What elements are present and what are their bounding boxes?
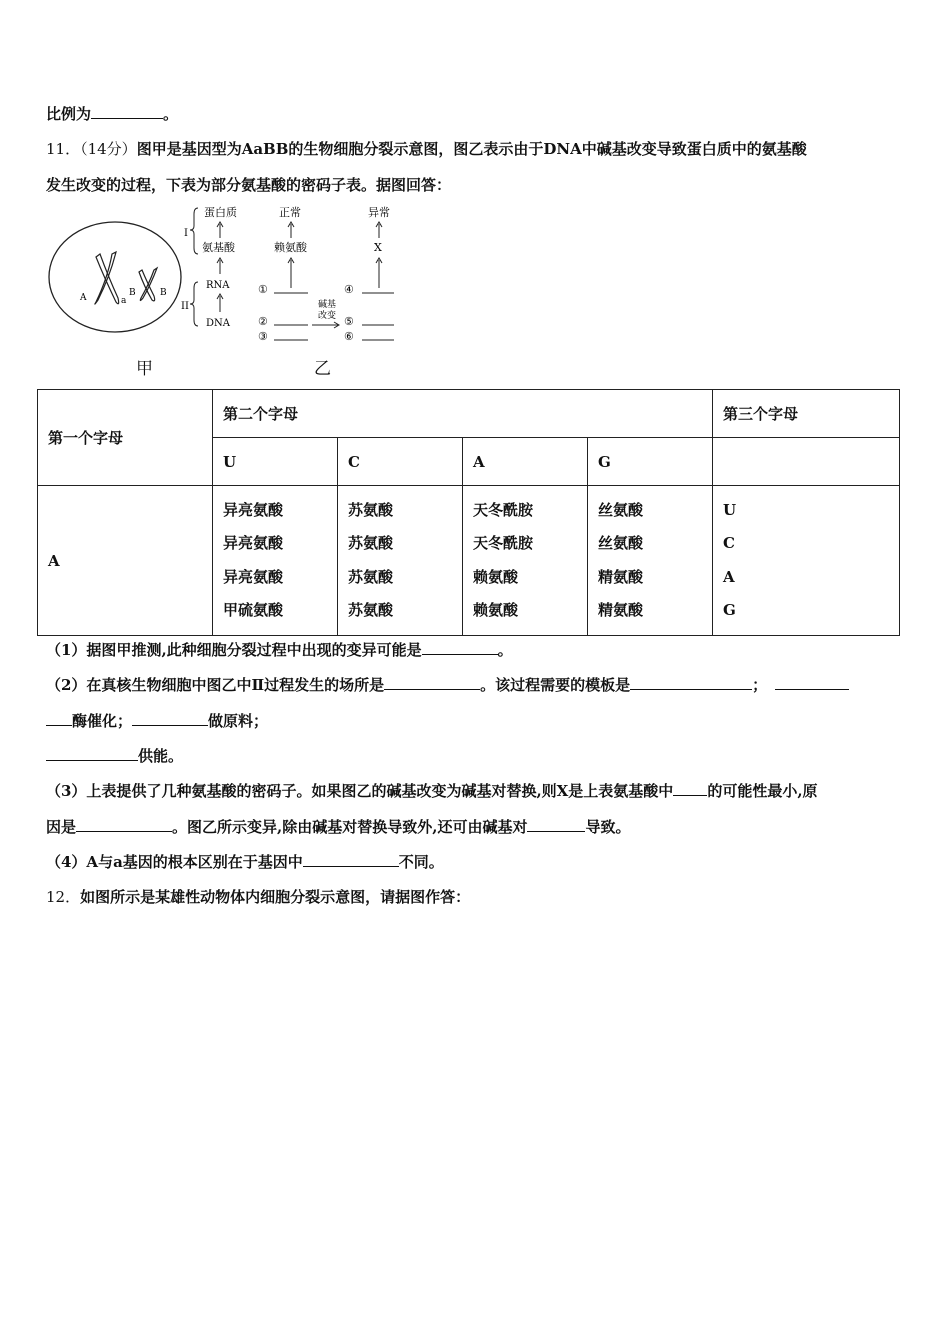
intro-line — [46, 103, 178, 124]
brace-stage2 — [190, 282, 198, 326]
q11-sub2-line3 — [46, 745, 183, 766]
codon-4: ④ — [344, 283, 354, 296]
row-first-letter: A — [38, 486, 213, 636]
q12-number: 12． — [46, 888, 81, 906]
q11-stem-line1 — [46, 138, 807, 159]
second-letter-G: G — [588, 438, 713, 486]
q4-end: 不同。 — [398, 853, 444, 871]
q2-template-text: 。该过程需要的模板是 — [480, 676, 631, 694]
header-third-letter: 第三个字母 — [713, 390, 900, 438]
q11-number: 11． — [46, 140, 81, 158]
amino-acid-cell: 精氨酸 — [598, 567, 644, 586]
q11-sub2-line2 — [46, 710, 268, 731]
codon-3: ③ — [258, 330, 268, 343]
label-base-change-1: 碱基 — [318, 300, 337, 310]
q11-sub4 — [46, 851, 444, 872]
q2-energy-text: 供能。 — [138, 747, 184, 765]
q11-stem-line2: 发生改变的过程，下表为部分氨基酸的密码子表。据图回答： — [46, 176, 452, 194]
q2-text: （2）在真核生物细胞中图乙中Ⅱ过程发生的场所是 — [46, 676, 385, 694]
q2-enzyme-text: 酶催化； — [72, 712, 133, 730]
codon-2: ② — [258, 315, 268, 328]
second-letter-A: A — [463, 438, 588, 486]
q2-material-text: 做原料； — [208, 712, 269, 730]
amino-acid-cell: 苏氨酸 — [348, 601, 394, 619]
column-third-letter — [713, 486, 900, 636]
q3-reason-text: 因是 — [46, 818, 77, 836]
amino-acid-cell: 赖氨酸 — [473, 601, 519, 619]
q2-template-blank[interactable] — [630, 675, 752, 690]
q3-cause-blank[interactable] — [527, 817, 585, 832]
amino-acid-cell: 苏氨酸 — [348, 567, 394, 586]
cell-outline — [49, 222, 181, 332]
amino-acid-cell: 苏氨酸 — [348, 534, 394, 552]
q3-text-2: 的可能性最小,原 — [707, 782, 818, 800]
codon-1: ① — [258, 283, 268, 296]
gene-B2: B — [160, 288, 167, 298]
caption-yi: 乙 — [314, 359, 331, 379]
q2-enzyme-blank-a[interactable] — [775, 675, 849, 690]
q4-text: （4）A与a基因的根本区别在于基因中 — [46, 853, 303, 871]
brace-stage1 — [190, 208, 198, 254]
q11-stem-text1: 图甲是基因型为AaBB的生物细胞分裂示意图，图乙表示由于DNA中碱基改变导致蛋白质中的氨基酸 — [136, 140, 807, 158]
header-first-letter: 第一个字母 — [38, 390, 213, 486]
q3-variation-text: 。图乙所示变异,除由碱基对替换导致外,还可由碱基对 — [172, 818, 528, 836]
codon-table — [37, 389, 900, 636]
q11-score: （14分） — [80, 140, 137, 158]
q4-blank[interactable] — [303, 852, 399, 867]
amino-acid-cell: 苏氨酸 — [348, 500, 394, 519]
label-rna: RNA — [206, 280, 230, 291]
amino-acid-cell: 异亮氨酸 — [223, 500, 284, 519]
third-letter-cell: U — [723, 500, 737, 519]
q12-text: 如图所示是某雄性动物体内细胞分裂示意图，请据图作答： — [80, 888, 471, 906]
amino-acid-cell: 精氨酸 — [598, 601, 644, 619]
answer-blank[interactable] — [91, 104, 163, 119]
codon-5: ⑤ — [344, 315, 354, 328]
label-protein: 蛋白质 — [204, 206, 237, 219]
label-dna: DNA — [206, 318, 230, 329]
gene-B1: B — [129, 288, 136, 298]
amino-acid-cell: 丝氨酸 — [598, 534, 644, 552]
q3-amino-blank[interactable] — [673, 781, 707, 796]
q11-sub1 — [46, 639, 513, 660]
third-letter-cell: C — [723, 534, 735, 552]
q3-text: （3）上表提供了几种氨基酸的密码子。如果图乙的碱基改变为碱基对替换,则X是上表氨基酸中 — [46, 782, 674, 800]
amino-acid-cell: 天冬酰胺 — [473, 534, 534, 552]
intro-prefix: 比例为 — [46, 105, 92, 123]
column-U — [213, 486, 338, 636]
second-letter-C: C — [338, 438, 463, 486]
q2-energy-blank[interactable] — [46, 746, 138, 761]
amino-acid-cell: 丝氨酸 — [598, 500, 644, 519]
amino-acid-cell: 甲硫氨酸 — [223, 601, 284, 619]
q11-sub3-line2 — [46, 816, 630, 837]
amino-acid-cell: 天冬酰胺 — [473, 500, 534, 519]
column-G — [588, 486, 713, 636]
amino-acid-cell: 赖氨酸 — [473, 567, 519, 586]
third-letter-empty — [713, 438, 900, 486]
q11-sub3-line1 — [46, 780, 818, 801]
caption-jia: 甲 — [136, 359, 153, 379]
q2-separator: ； — [752, 676, 768, 694]
q2-material-blank[interactable] — [132, 711, 208, 726]
label-amino-acid: 氨基酸 — [202, 241, 235, 254]
column-A — [463, 486, 588, 636]
amino-acid-cell: 异亮氨酸 — [223, 534, 284, 552]
codon-6: ⑥ — [344, 330, 354, 343]
header-second-letter: 第二个字母 — [213, 390, 713, 438]
q1-blank[interactable] — [422, 640, 498, 655]
label-normal: 正常 — [279, 206, 301, 219]
label-abnormal: 异常 — [368, 206, 390, 219]
amino-acid-cell: 异亮氨酸 — [223, 567, 284, 586]
q1-end: 。 — [497, 641, 513, 659]
q2-enzyme-blank-b[interactable] — [46, 711, 72, 726]
q2-location-blank[interactable] — [384, 675, 480, 690]
gene-A: A — [80, 293, 87, 303]
label-lys: 赖氨酸 — [274, 241, 307, 254]
label-stage1: I — [184, 228, 188, 239]
intro-suffix: 。 — [163, 105, 179, 123]
third-letter-cell: G — [723, 601, 736, 619]
q3-end: 导致。 — [585, 818, 631, 836]
label-stage2: II — [181, 301, 189, 312]
q12-stem — [46, 886, 470, 907]
third-letter-cell: A — [723, 567, 735, 586]
q3-reason-blank[interactable] — [76, 817, 172, 832]
q1-text: （1）据图甲推测,此种细胞分裂过程中出现的变异可能是 — [46, 641, 422, 659]
q11-sub2-line1 — [46, 674, 849, 695]
column-C — [338, 486, 463, 636]
cell-division-figure — [46, 202, 406, 352]
label-x: X — [374, 241, 382, 254]
label-base-change-2: 改变 — [318, 311, 337, 321]
second-letter-U: U — [213, 438, 338, 486]
gene-a: a — [121, 296, 127, 306]
